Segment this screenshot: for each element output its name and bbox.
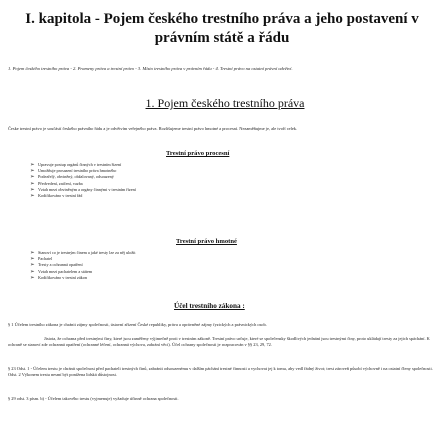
list-item: ➢ Kodifikováno v trestní řád <box>30 193 83 200</box>
arrow-bullet-icon: ➢ <box>30 162 35 168</box>
section-title: 1. Pojem českého trestního práva <box>145 96 305 110</box>
arrow-bullet-icon: ➢ <box>30 186 35 193</box>
arrow-bullet-icon: ➢ <box>30 262 35 269</box>
arrow-bullet-icon: ➢ <box>30 268 35 275</box>
list-item: ➢ Podezřelý, obviněný, obžalovaný, odsouzený <box>30 174 114 181</box>
heading-procesni: Trestní právo procesní <box>166 150 230 157</box>
paragraph-par23: § 23 Odst. 1 - Účelem trestu je chránit společnost před pachateli trestných činů, zabránit odsouzenému v dalším páchání trestné činnosti a vychovat jej k tomu, aby vedl řádný život; trest zároveň působí výchovně i na ostatní členy společnosti. Odst. 2 Výkonem trestu nesmí být ponížena lidská důstojnost. <box>8 366 433 377</box>
arrow-bullet-icon: ➢ <box>30 256 35 263</box>
hmotne-list <box>30 250 136 281</box>
paragraph-par1: § 1 Účelem trestního zákona je chránit zájmy společnosti, ústavní zřízení České republiky, práva a oprávněné zájmy fyzických a právnických osob. <box>8 322 267 327</box>
list-item: ➢ Umožňuje prosazení trestního práva hmotného <box>30 168 117 175</box>
heading-ucel-zakona: Účel trestního zákona : <box>174 302 245 310</box>
arrow-bullet-icon: ➢ <box>30 250 35 256</box>
table-of-contents: 1. Pojem českého trestního práva - 2. Prameny práva a trestní právo - 3. Místo trestního práva v právním řádu - 4. Trestní právo na ostatní právní odvětví. <box>8 66 293 71</box>
paragraph-ochrana: Jistota, že ochrana před trestnými činy, které jsou zaměřeny výjimečně proti v trestním zákoně. Trestní právo určuje, které se společensky škodlivých jednání jsou trestnými činy, proto ukládají tresty za jejich spáchání. K ochraně se stanoví zde ochranná opatření (ochranné léčení, ochranná výchova, zabrání věci). Účel ochrany společnosti je rozpracován v §§ 23, 29, 72. <box>8 336 430 347</box>
list-item: ➢ Kodifikováno v trestní zákon <box>30 274 87 281</box>
arrow-bullet-icon: ➢ <box>30 180 35 187</box>
list-item: ➢ Tresty a ochranná opatření <box>30 262 83 269</box>
procesni-list <box>30 162 136 199</box>
arrow-bullet-icon: ➢ <box>30 168 35 175</box>
arrow-bullet-icon: ➢ <box>30 174 35 181</box>
arrow-bullet-icon: ➢ <box>30 193 35 200</box>
list-item: ➢ Předvedení, zatčení, vazba <box>30 180 83 187</box>
list-item: ➢ Vztah mezi obviněným a orgány činnými v trestním řízení <box>30 186 136 193</box>
list-item: ➢ Upravuje postup orgánů činných v trestním řízení <box>30 162 122 168</box>
list-item: ➢ Stanoví co je trestným činem a jaké tresty lze za něj uložit <box>30 250 136 256</box>
list-item: ➢ Vztah mezi pachatelem a státem <box>30 268 93 275</box>
document-title: I. kapitola - Pojem českého trestního práva a jeho postavení v právním státě a řádu <box>25 11 419 46</box>
list-item: ➢ Pachatel <box>30 256 53 263</box>
heading-hmotne: Trestní právo hmotné <box>176 238 237 245</box>
intro-paragraph: Česke trestní právo je součástí českého právního řádu a je odvětvím veřejného práva. Rozlišujeme trestní právo hmotné a procesní. Nezaměňujme je, ale tvoří celek. <box>8 126 298 131</box>
paragraph-par29: § 29 odst. 3 písm. b) - Účelem takového trestu (vyjmenuje) vyžaduje účinně ochrana společnosti. <box>8 396 179 401</box>
arrow-bullet-icon: ➢ <box>30 274 35 281</box>
